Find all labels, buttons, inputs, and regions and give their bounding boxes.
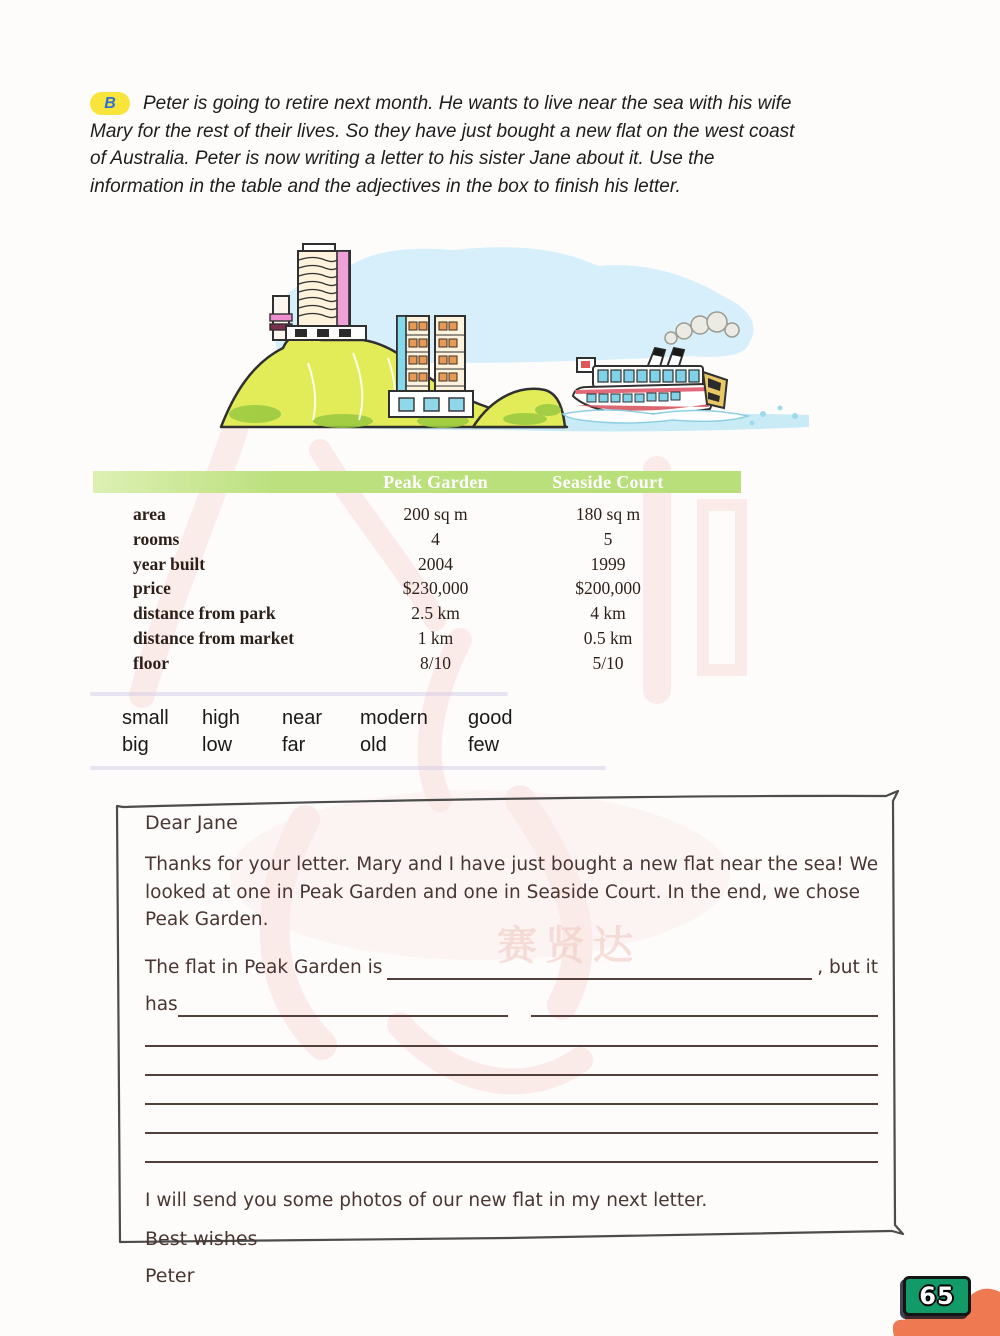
- table-row: [93, 502, 741, 527]
- word-item: modern: [360, 707, 428, 729]
- fill-suffix: , but it: [817, 956, 878, 978]
- word-item: high: [202, 707, 240, 729]
- answer-lines: [145, 1018, 878, 1164]
- peak-garden-value: 2004: [418, 553, 453, 574]
- instruction-line: Peter is going to retire next month. He wants to live near the sea with his wife: [143, 93, 792, 114]
- table-row: [93, 626, 741, 651]
- peak-garden-value: 2.5 km: [411, 603, 460, 624]
- letter-box: [113, 790, 905, 1288]
- word-box-bottom-border: [90, 766, 606, 770]
- letter-greeting: Dear Jane: [145, 812, 238, 834]
- letter-body-line: Thanks for your letter. Mary and I have just bought a new flat near the sea! We: [145, 854, 879, 875]
- row-label: distance from market: [133, 627, 295, 648]
- answer-line: [145, 1047, 878, 1076]
- instruction-line: Mary for the rest of their lives. So they have just bought a new flat on the west coast: [90, 120, 795, 142]
- row-label: price: [133, 578, 171, 599]
- seaside-court-value: 5/10: [592, 652, 624, 673]
- peak-garden-value: 1 km: [417, 627, 454, 648]
- peak-garden-value: $230,000: [402, 578, 469, 599]
- row-label: rooms: [133, 528, 180, 549]
- seaside-court-value: 1999: [590, 553, 626, 574]
- word-item: far: [282, 734, 306, 756]
- fill-prefix: has: [145, 993, 178, 1015]
- table-row: [93, 601, 741, 626]
- exercise-instructions: [90, 90, 940, 200]
- peak-garden-value: 4: [431, 528, 440, 549]
- word-item: few: [468, 734, 500, 756]
- instruction-line: information in the table and the adjectives in the box to finish his letter.: [90, 175, 681, 197]
- instruction-line: of Australia. Peter is now writing a letter to his sister Jane about it. Use the: [90, 148, 715, 169]
- page-number-badge: [903, 1276, 971, 1316]
- seaside-court-value: $200,000: [575, 578, 641, 599]
- table-row: [93, 651, 741, 676]
- answer-line: [145, 1134, 878, 1163]
- letter-body-line: Peak Garden.: [145, 909, 269, 930]
- row-label: area: [133, 504, 166, 524]
- peak-garden-value: 200 sq m: [403, 504, 468, 524]
- letter-body: [145, 851, 878, 934]
- seaside-court-value: 180 sq m: [575, 504, 641, 524]
- table-row: [93, 527, 741, 552]
- word-item: big: [122, 734, 149, 756]
- word-box-top-border: [90, 692, 508, 696]
- row-label: floor: [133, 652, 169, 673]
- answer-blank: [387, 955, 812, 980]
- table-row: [93, 576, 741, 601]
- answer-blank: [178, 992, 508, 1017]
- seaside-court-value: 5: [603, 528, 613, 549]
- fill-prefix: The flat in Peak Garden is: [145, 956, 383, 978]
- answer-line: [145, 1105, 878, 1134]
- column-header-peak-garden: Peak Garden: [383, 471, 488, 492]
- page-number: 65: [919, 1282, 955, 1310]
- word-item: good: [468, 707, 513, 729]
- row-label: year built: [133, 553, 206, 574]
- flat-comparison-table: [93, 471, 741, 676]
- answer-line: [145, 1076, 878, 1105]
- column-header-seaside-court: Seaside Court: [552, 471, 664, 492]
- letter-signature: Peter: [145, 1265, 195, 1288]
- letter-body-line: looked at one in Peak Garden and one in Seaside Court. In the end, we chose: [145, 881, 860, 903]
- seaside-illustration: [203, 238, 815, 439]
- word-item: old: [360, 734, 387, 756]
- row-label: distance from park: [133, 603, 276, 624]
- seaside-court-value: 0.5 km: [583, 627, 633, 648]
- answer-line: [145, 1018, 878, 1047]
- adjective-word-box: [90, 692, 606, 770]
- fill-in-sentence: [145, 955, 878, 980]
- letter-sign-off: Best wishes: [145, 1228, 258, 1251]
- exercise-b-badge: B: [90, 92, 130, 115]
- word-item: small: [122, 707, 169, 729]
- answer-blank: [531, 992, 878, 1017]
- seaside-court-value: 4 km: [590, 603, 626, 624]
- table-row: [93, 552, 741, 577]
- watermark-text: 赛贤达: [497, 923, 641, 969]
- peak-garden-value: 8/10: [419, 652, 452, 673]
- letter-closing-line: I will send you some photos of our new flat in my next letter.: [145, 1190, 708, 1212]
- fill-in-sentence-2: [145, 992, 878, 1017]
- table-header-band: [93, 471, 741, 493]
- word-item: low: [202, 734, 233, 756]
- word-item: near: [282, 707, 323, 729]
